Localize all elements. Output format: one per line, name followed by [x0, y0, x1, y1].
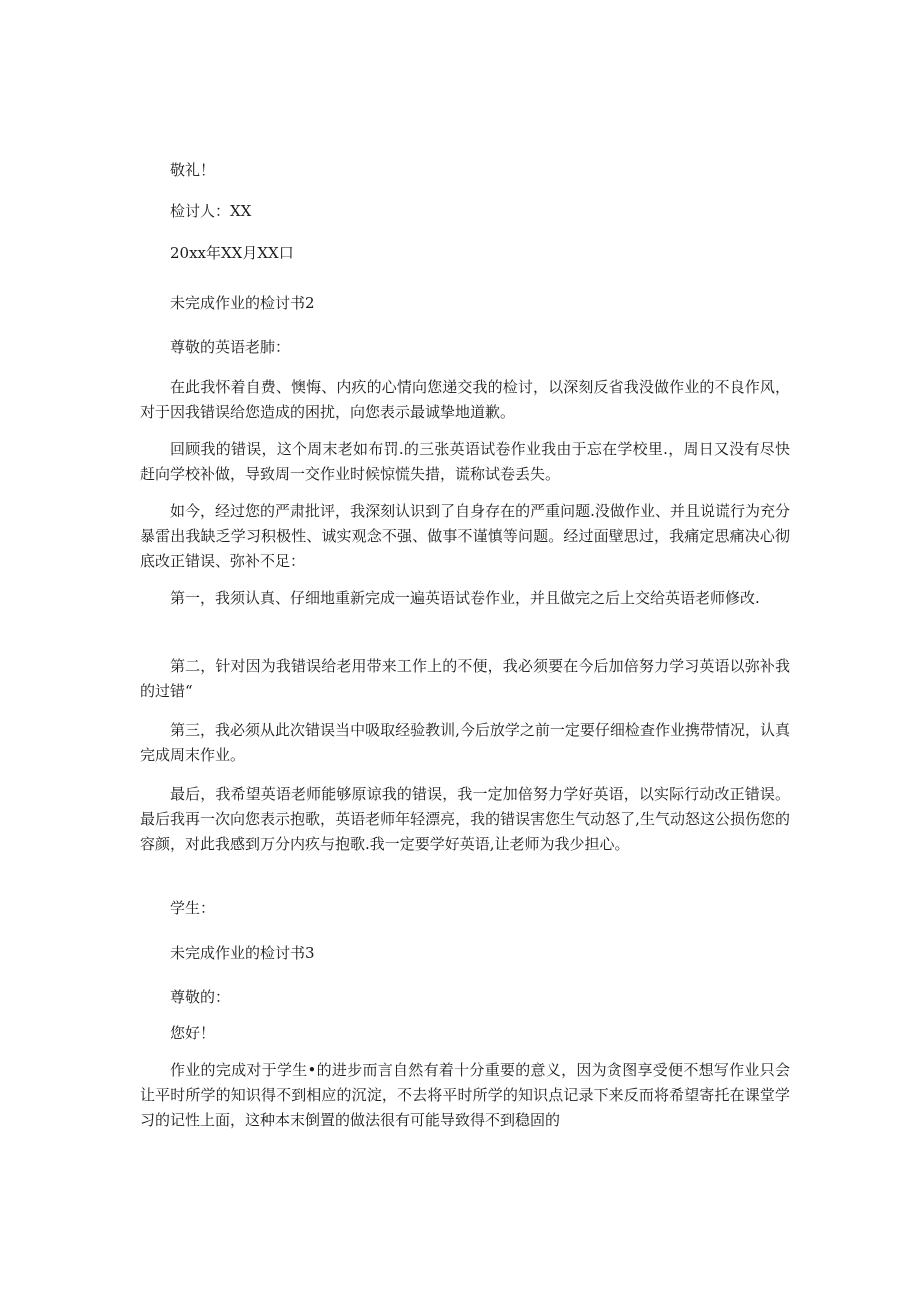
greeting-line: 您好！: [170, 1024, 216, 1042]
closing-line: 敬礼！: [170, 161, 216, 179]
section-title: 未完成作业的检讨书3: [170, 944, 315, 962]
body-paragraph: 在此我怀着自费、懊悔、内疚的心情向您递交我的检讨，以深刻反省我没做作业的不良作风，对于因我错误给您造成的困扰，向您表示最诚挚地道歉。: [140, 378, 790, 421]
section-title: 未完成作业的检讨书2: [170, 294, 315, 312]
signer-line: 检讨人：XX: [170, 202, 252, 220]
body-paragraph: 作业的完成对于学生•的进步而言自然有着十分重要的意义，因为贪图享受便不想写作业只会让平时所学的知识得不到相应的沉淀，不去将平时所学的知识点记录下来反而将希望寄托在课堂学习的记性上面，这种本末倒置的做法很有可能导致得不到稳固的: [140, 1061, 790, 1129]
body-paragraph: 第二，针对因为我错误给老用带来工作上的不便，我必须要在今后加倍努力学习英语以弥补我的过错“: [140, 657, 790, 700]
body-paragraph: 最后，我希望英语老师能够原谅我的错误，我一定加倍努力学好英语，以实际行动改正错误。最后我再一次向您表示抱歌，英语老师年轻漂亮，我的错误害您生气动怒了,生气动怒这公损伤您的容颜，对此我感到万分内疚与抱歌.我一定要学好英语,让老师为我少担心。: [140, 785, 790, 853]
body-paragraph: 如今，经过您的严肃批评，我深刻认识到了自身存在的严重问题.没做作业、并且说谎行为充分暴雷出我缺乏学习积极性、诚实观念不强、做事不谨慎等问题。经过面壁思过，我痛定思痛决心彻底改正错误、弥补不足：: [140, 502, 790, 570]
body-paragraph: 第三，我必须从此次错误当中吸取经验教训,今后放学之前一定要仔细检查作业携带情况，认真完成周末作业。: [140, 721, 790, 764]
student-signature-line: 学生：: [170, 899, 216, 917]
salutation: 尊敬的英语老肺：: [170, 338, 291, 356]
date-line: 20xx年XX月XX口: [170, 244, 294, 262]
salutation: 尊敬的：: [170, 988, 231, 1006]
body-paragraph: 第一，我须认真、仔细地重新完成一遍英语试卷作业，并且做完之后上交给英语老师修改.: [170, 589, 760, 607]
body-paragraph: 回顾我的错误，这个周末老如布罚.的三张英语试卷作业我由于忘在学校里.，周日又没有尽快赶向学校补做，导致周一交作业时候惊慌失措，谎称试卷丢失。: [140, 440, 790, 483]
